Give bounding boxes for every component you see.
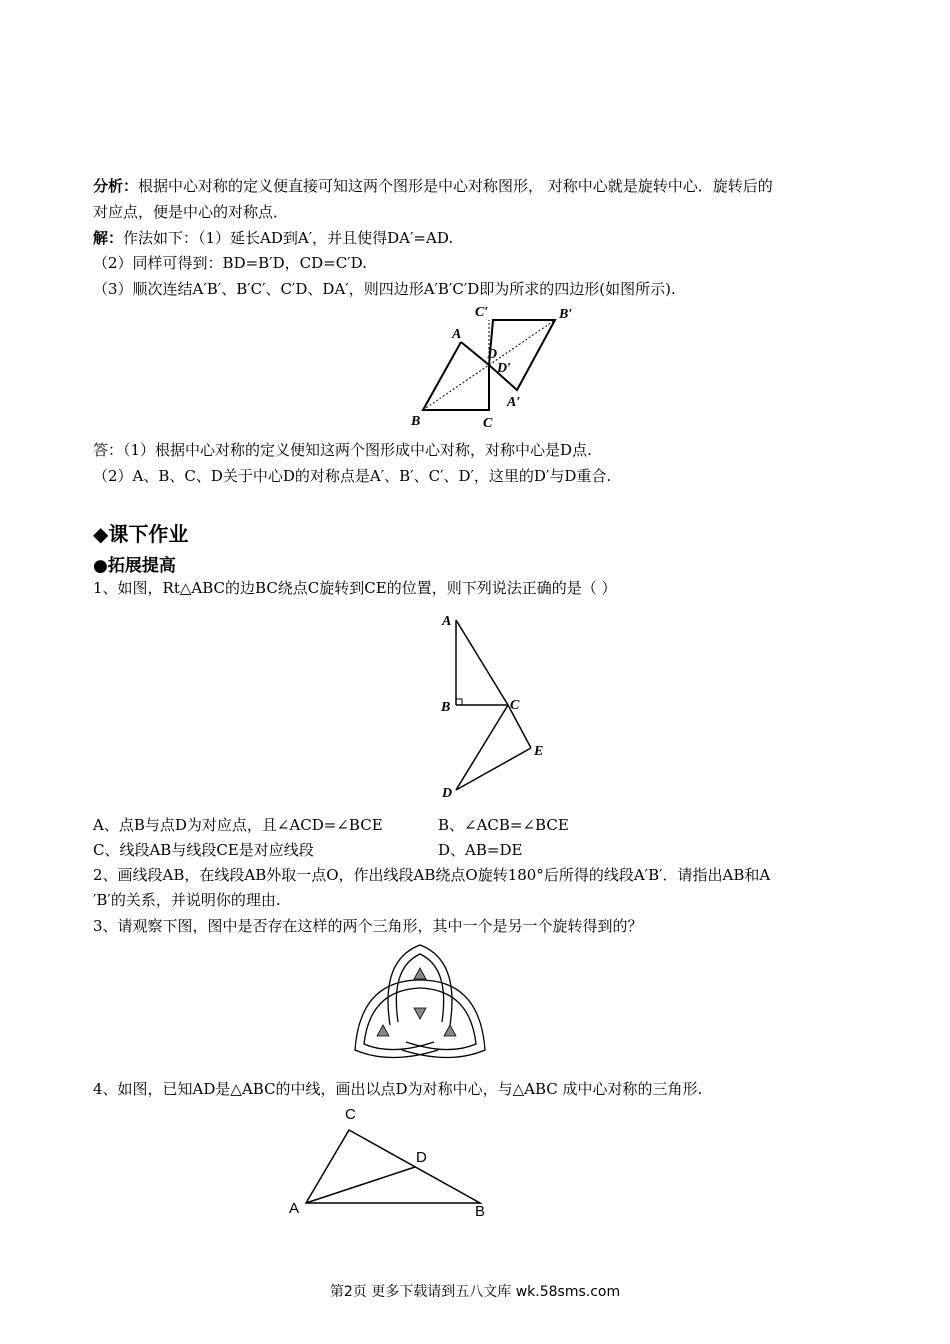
analysis-line-2: 对应点，便是中心的对称点．: [93, 203, 289, 221]
label-c: C: [483, 416, 493, 431]
solution-step-3: （3）顺次连结A′B′、B′C′、C′D、DA′，则四边形A′B′C′D即为所求的四边形(如图所示).: [93, 280, 676, 298]
segment-de: [456, 748, 531, 790]
q1-option-d: D、AB=DE: [438, 841, 523, 859]
triangle-icon-right: [444, 1025, 456, 1036]
q2-line-2: ′B′的关系，并说明你的理由.: [93, 891, 281, 909]
q1-text: 1、如图，Rt△ABC的边BC绕点C旋转到CE的位置，则下列说法正确的是（ ）: [93, 579, 617, 597]
q1-option-a: A、点B与点D为对应点，且∠ACD=∠BCE: [93, 816, 383, 834]
page-footer: 第2页 更多下载请到五八文库 wk.58sms.com: [329, 1284, 621, 1300]
answer-line-1: 答：（1）根据中心对称的定义便知这两个图形成中心对称，对称中心是D点.: [93, 441, 592, 459]
q4-text: 4、如图，已知AD是△ABC的中线，画出以点D为对称中心，与△ABC 成中心对称的三角形.: [93, 1080, 703, 1098]
triangle-abc: [423, 342, 489, 410]
triangle-icon-top: [414, 968, 426, 979]
figure-q1-rotation: [436, 605, 556, 805]
q4-label-d: D: [416, 1149, 427, 1166]
analysis-text-1: 根据中心对称的定义便直接可知这两个图形是中心对称图形， 对称中心就是旋转中心．旋转后的: [138, 177, 773, 195]
figure-q4-triangle: [283, 1100, 493, 1220]
q1-label-e: E: [534, 744, 544, 759]
label-c-prime: C′: [475, 305, 489, 320]
label-a: A: [452, 327, 462, 342]
segment-ac: [456, 620, 508, 705]
answer-line-2: （2）A、B、C、D关于中心D的对称点是A′、B′、C′、D′，这里的D′与D重合.: [93, 467, 612, 485]
q4-label-b: B: [475, 1203, 486, 1220]
median-ad: [306, 1167, 415, 1203]
label-b: B: [411, 414, 421, 429]
triangle-abc-q4: [306, 1130, 480, 1203]
q1-label-a: A: [442, 614, 452, 629]
label-d-prime: D′: [497, 361, 512, 376]
q2-line-1: 2、画线段AB，在线段AB外取一点O，作出线段AB绕点O旋转180°后所得的线段A′B′．请指出AB和A: [93, 866, 771, 884]
figure-trefoil-knot: [350, 940, 490, 1065]
q1-option-c: C、线段AB与线段CE是对应线段: [93, 841, 314, 859]
analysis-line-1: [93, 176, 773, 196]
label-d: D: [487, 347, 498, 362]
label-b-prime: B′: [559, 307, 573, 322]
q4-label-a: A: [289, 1200, 300, 1217]
q1-label-c: C: [510, 698, 520, 713]
quadrilateral-apbpcpd: [489, 320, 555, 390]
section-title: ◆课下作业: [93, 522, 189, 546]
analysis-label: 分析：: [93, 177, 139, 195]
triangle-icon-center: [414, 1008, 426, 1019]
triangle-icon-left: [377, 1025, 389, 1036]
solution-label: 解：: [93, 229, 124, 247]
q4-label-c: C: [345, 1106, 356, 1123]
figure-central-symmetry: [405, 300, 585, 435]
q1-option-b: B、∠ACB=∠BCE: [438, 816, 569, 834]
subsection-title: ●拓展提高: [93, 556, 176, 576]
segment-cd: [456, 705, 508, 790]
q1-label-b: B: [441, 700, 451, 715]
solution-step-2: （2）同样可得到：BD=B′D，CD=C′D.: [93, 254, 367, 272]
right-angle-mark: [456, 699, 462, 705]
q3-text: 3、请观察下图，图中是否存在这样的两个三角形，其中一个是另一个旋转得到的？: [93, 917, 643, 935]
solution-step-1-text: 作法如下：（1）延长AD到A′，并且使得DA′=AD.: [123, 229, 454, 247]
q1-label-d: D: [442, 786, 453, 801]
solution-step-1: [93, 228, 453, 248]
label-a-prime: A′: [507, 395, 521, 410]
